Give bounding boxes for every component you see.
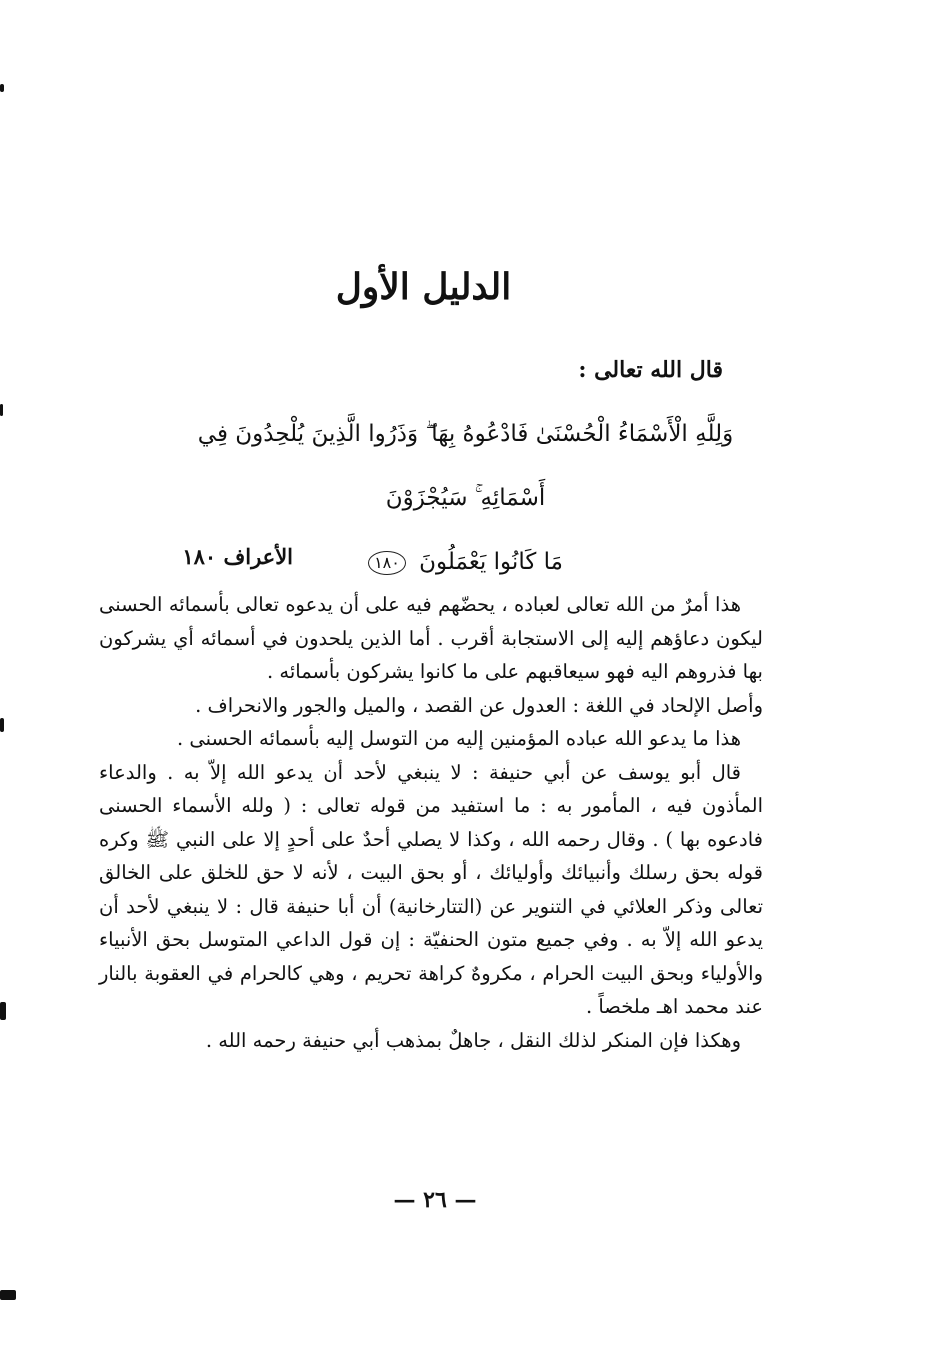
scan-edge-mark: [0, 1002, 6, 1020]
paragraph: وأصل الإلحاد في اللغة : العدول عن القصد ، والميل والجور والانحراف .: [195, 693, 763, 717]
scan-edge-mark: [0, 404, 3, 416]
scan-edge-mark: [0, 718, 4, 732]
verse-number-marker: ١٨٠: [368, 551, 406, 575]
quote-intro: قال الله تعالى :: [578, 357, 723, 383]
paragraph: هذا ما يدعو الله عباده المؤمنين إليه من التوسل إليه بأسمائه الحسنى .: [176, 727, 741, 750]
verse-reference: الأعراف ١٨٠: [182, 544, 293, 569]
paragraph: هذا أمرٌ من الله تعالى لعباده ، يحضّهم فيه على أن يدعوه تعالى بأسمائه الحسنى ليكون دعاؤهم إليه إلى الاستجابة أقرب . أما الذين يلحدون في أسمائه أي يشركون بها فذروهم اليه فهو سيعاقبهم على ما كانوا يشركون بأسمائه .: [99, 593, 763, 683]
scan-edge-mark: [0, 84, 4, 92]
page-number: — ٢٦ —: [393, 1187, 477, 1213]
paragraph: وهكذا فإن المنكر لذلك النقل ، جاهلٌ بمذهب أبي حنيفة رحمه الله .: [205, 1028, 741, 1052]
body-text: [99, 588, 763, 1057]
paragraph: قال أبو يوسف عن أبي حنيفة : لا ينبغي لأحد أن يدعو الله إلاّ به . والدعاء المأذون فيه ، المأمور به : ما استفيد من قوله تعالى : ( ولله الأسماء الحسنى فادعوه بها ) . وقال رحمه الله ، وكذا لا يصلي أحدٌ على أحدٍ إلا على النبي ﷺ وكره قوله بحق رسلك وأنبيائك وأوليائك ، أو بحق البيت ، لأنه لا حق للخلق على الخالق تعالى وذكر العلائي في التنوير عن (التتارخانية) أن أبا حنيفة قال : لا ينبغي لأحد أن يدعو الله إلاّ به . وفي جميع متون الحنفيّة : إن قول الداعي المتوسل بحق الأنبياء والأولياء وبحق البيت الحرام ، مكروهٌ كراهة تحريم ، وهي كالحرام في العقوبة بالنار عند محمد اهـ ملخصاً .: [99, 760, 763, 1018]
chapter-title: الدليل الأول: [335, 266, 512, 308]
verse-line-2-text: مَا كَانُوا يَعْمَلُونَ: [419, 549, 563, 575]
verse-line-1: وَلِلَّهِ الْأَسْمَاءُ الْحُسْنَىٰ فَادْعُوهُ بِهَا ۖ وَذَرُوا الَّذِينَ يُلْحِدُونَ فِي أَسْمَائِهِ ۚ سَيُجْزَوْنَ: [197, 421, 734, 511]
scan-edge-mark: [0, 1290, 16, 1300]
